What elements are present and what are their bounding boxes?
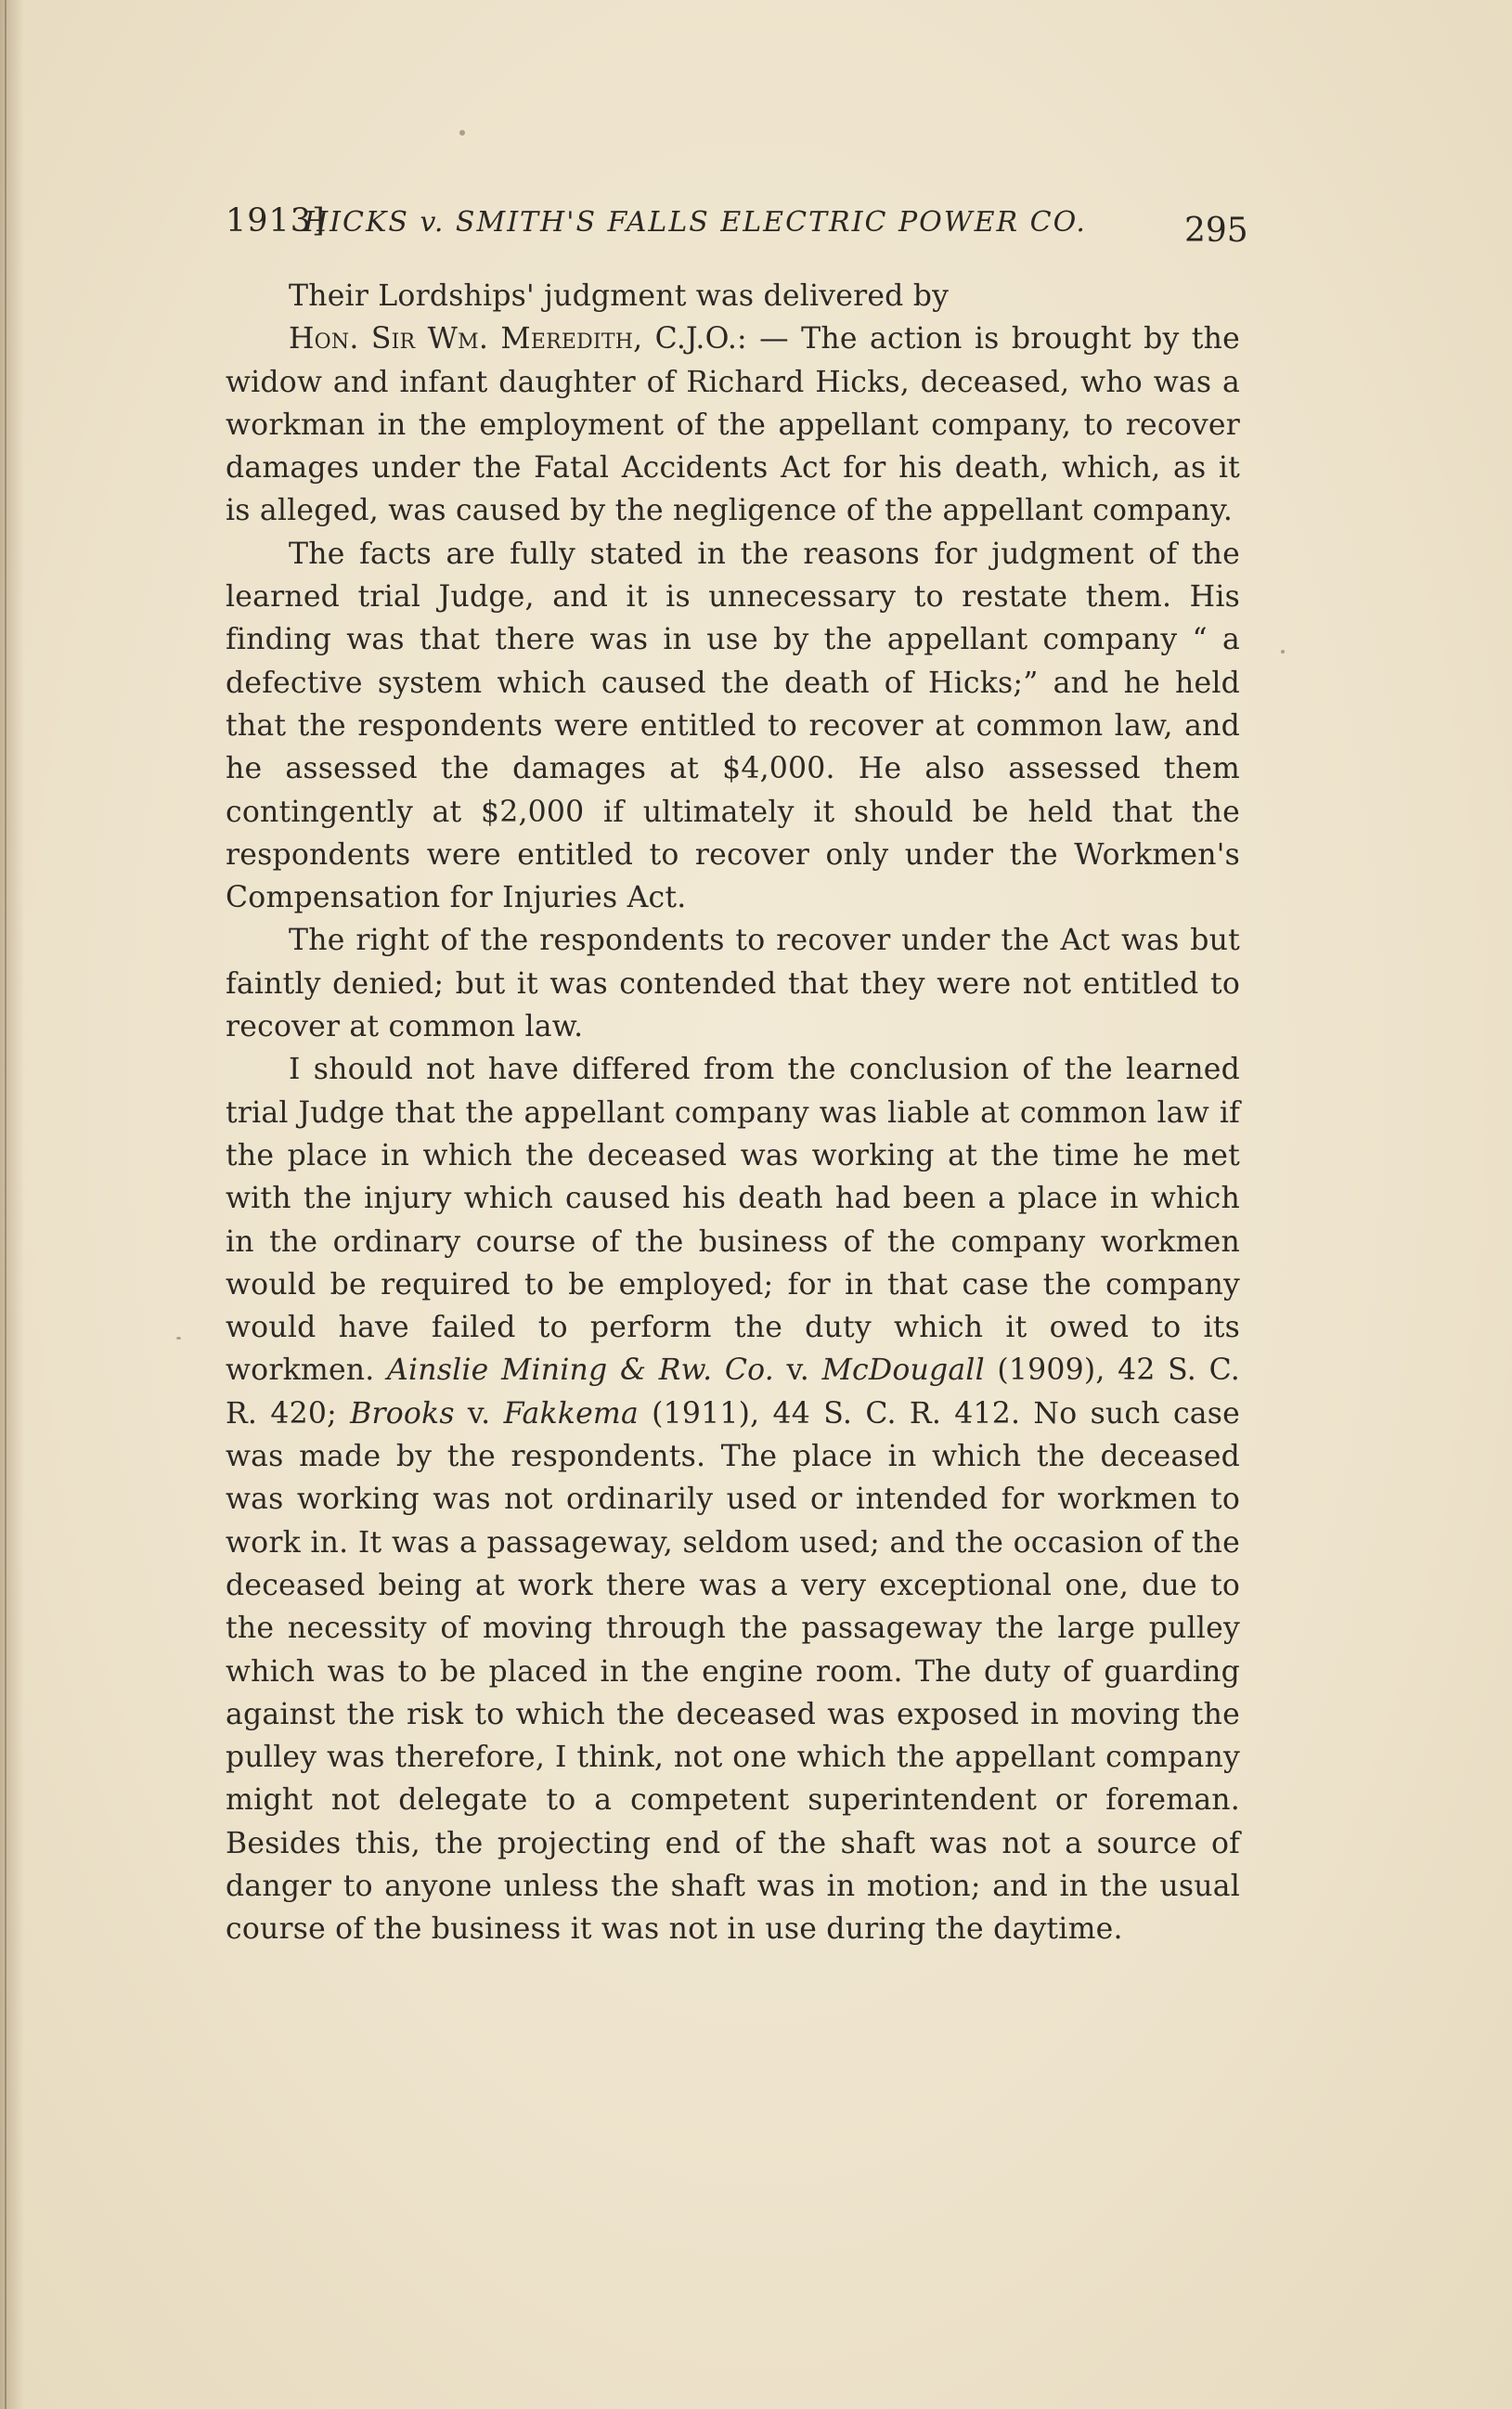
paper-speck bbox=[459, 130, 465, 136]
running-head bbox=[226, 199, 1247, 254]
page-number: 295 bbox=[1184, 212, 1248, 250]
intro-text: Their Lordships' judgment was delivered by bbox=[289, 279, 950, 313]
case-2-citation: (1911), 44 S. C. R. 412. bbox=[638, 1396, 1021, 1431]
paragraph-1-text: — The action is brought by the widow and infant daughter of Richard Hicks, deceased, who was a workman in the employment of the appellant company, to recover damages under the Fatal Accidents Act for his death, which, as it is alleged, was caused by the negligence of the appellant company. bbox=[226, 322, 1240, 528]
paragraph-2-text: The facts are fully stated in the reasons for judgment of the learned trial Judge, and it is unnecessary to restate them. His finding was that there was in use by the appellant company “ a defective system which caused the death of Hicks;” and he held that the respondents were entitled to recover at common law, and he assessed the damages at $4,000. He also assessed them contingently at $2,000 if ultimately it should be held that the respondents were entitled to recover only under the Workmen's Compensation for Injuries Act. bbox=[226, 537, 1240, 915]
case-1-name: Ainslie Mining & Rw. Co. bbox=[387, 1353, 774, 1388]
case-1-citation: (1909), 42 S. C. R. 420; bbox=[226, 1353, 1240, 1431]
paragraph-2 bbox=[226, 533, 1240, 920]
paper-speck bbox=[1281, 650, 1285, 654]
speaker-name: Hon. Sir Wm. Meredith, C.J.O.: bbox=[289, 322, 747, 356]
case-1-v: v. bbox=[773, 1353, 822, 1388]
paragraph-3 bbox=[226, 919, 1240, 1048]
paragraph-4-text-b: No such case was made by the respondents. The place in which the deceased was working was not ordinarily used or intended for workmen to work in. It was a passageway, seldom used; and the occasion of the deceased being at work there was a very exceptional one, due to the necessity of moving through the passageway the large pulley which was to be placed in the engine room. The duty of guarding against the risk to which the deceased was exposed in moving the pulley was therefore, I think, not one which the appellant company might not delegate to a competent superintendent or foreman. Besides this, the projecting end of the shaft was not a source of danger to anyone unless the shaft was in motion; and in the usual course of the business it was not in use during the daytime. bbox=[226, 1396, 1240, 1947]
paper-speck bbox=[176, 1337, 181, 1340]
running-head-title: HICKS v. SMITH'S FALLS ELECTRIC POWER CO. bbox=[304, 206, 1087, 239]
paragraph-1 bbox=[226, 317, 1240, 532]
spine-shadow bbox=[0, 0, 24, 2409]
paragraph-4-text-a: I should not have differed from the conclusion of the learned trial Judge that the appellant company was liable at common law if the place in which the deceased was working at the time he met with the injury which caused his death had been a place in which in the ordinary course of the business of the company workmen would be required to be employed; for in that case the company would have failed to perform the duty which it owed to its workmen. bbox=[226, 1053, 1240, 1388]
paragraph-4 bbox=[226, 1048, 1240, 1950]
spine-edge-line bbox=[5, 0, 6, 2409]
judgment-text bbox=[226, 275, 1240, 1951]
case-1-party: McDougall bbox=[821, 1353, 985, 1388]
case-2-party: Fakkema bbox=[503, 1396, 639, 1431]
case-2-v: v. bbox=[454, 1396, 504, 1431]
intro-paragraph bbox=[226, 275, 1240, 317]
paragraph-3-text: The right of the respondents to recover under the Act was but faintly denied; but it was contended that they were not entitled to recover at common law. bbox=[226, 924, 1240, 1044]
running-head-year: 1913] bbox=[226, 202, 326, 240]
case-2-name: Brooks bbox=[350, 1396, 455, 1431]
